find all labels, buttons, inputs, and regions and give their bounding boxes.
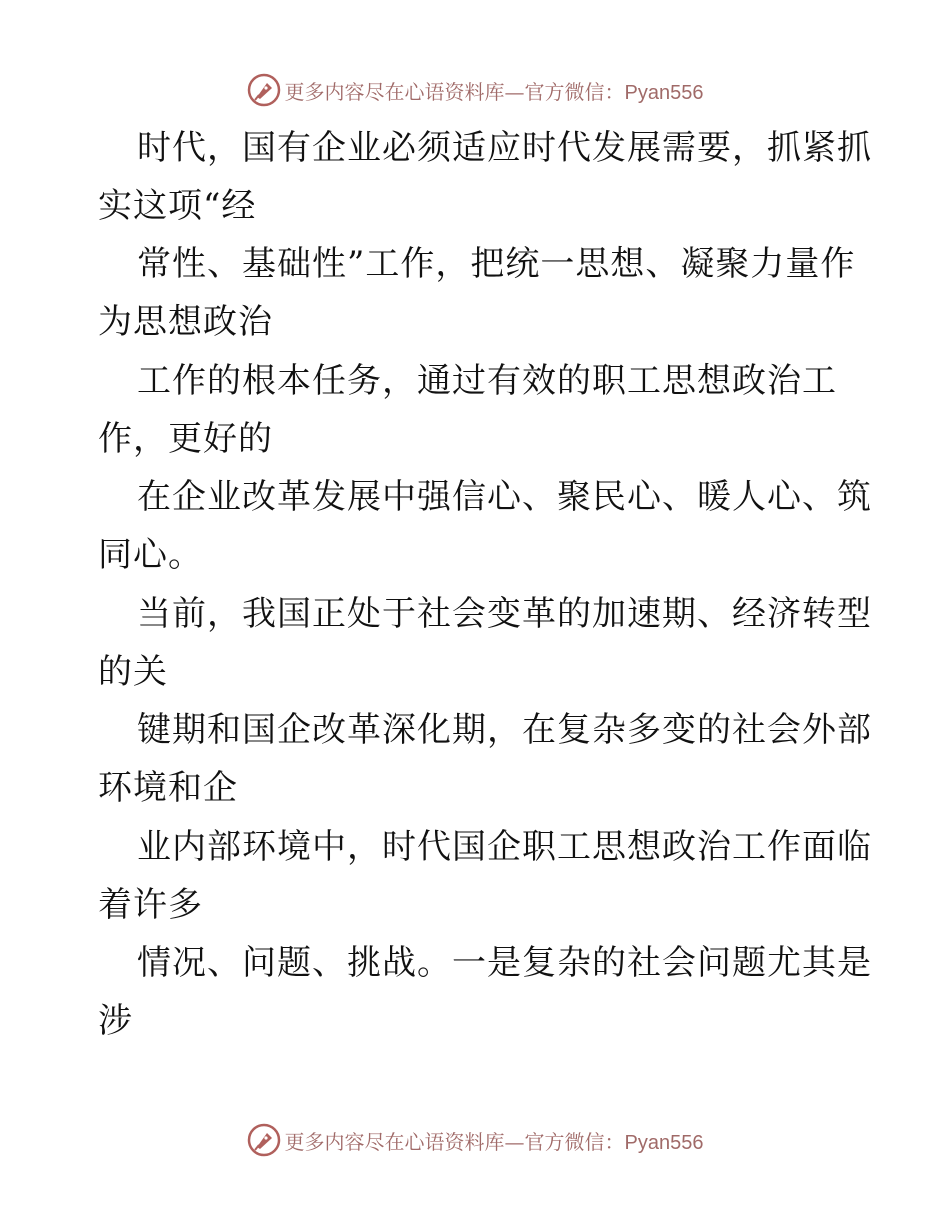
wechat-id: Pyan556 — [624, 81, 704, 104]
text-line: 情况、问题、挑战。一是复杂的社会问题尤其是 — [137, 943, 872, 983]
text-line: 的关 — [98, 652, 168, 692]
pen-nib-logo-icon — [247, 1123, 281, 1157]
text-line: 为思想政治 — [98, 302, 273, 342]
text-line: 工作的根本任务，通过有效的职工思想政治工 — [137, 361, 837, 401]
banner-text: 更多内容尽在心语资料库—官方微信：Pyan556 — [284, 79, 704, 104]
header-banner — [0, 70, 950, 110]
text-line: 环境和企 — [98, 768, 238, 808]
pen-nib-logo-icon — [247, 73, 281, 107]
text-line: 实这项“经 — [98, 186, 257, 226]
text-line: 当前，我国正处于社会变革的加速期、经济转型 — [137, 594, 872, 634]
text-line: 业内部环境中，时代国企职工思想政治工作面临 — [137, 827, 872, 867]
text-line: 常性、基础性”工作，把统一思想、凝聚力量作 — [137, 244, 856, 284]
text-line: 同心。 — [98, 535, 203, 575]
wechat-id: Pyan556 — [624, 1131, 704, 1154]
text-line: 着许多 — [98, 885, 203, 925]
footer-banner — [0, 1120, 950, 1160]
text-line: 时代，国有企业必须适应时代发展需要，抓紧抓 — [137, 128, 872, 168]
text-line: 键期和国企改革深化期，在复杂多变的社会外部 — [137, 710, 872, 750]
text-line: 作，更好的 — [98, 419, 273, 459]
banner-text: 更多内容尽在心语资料库—官方微信：Pyan556 — [284, 1129, 704, 1154]
text-line: 涉 — [98, 1001, 133, 1041]
text-line: 在企业改革发展中强信心、聚民心、暖人心、筑 — [137, 477, 872, 517]
